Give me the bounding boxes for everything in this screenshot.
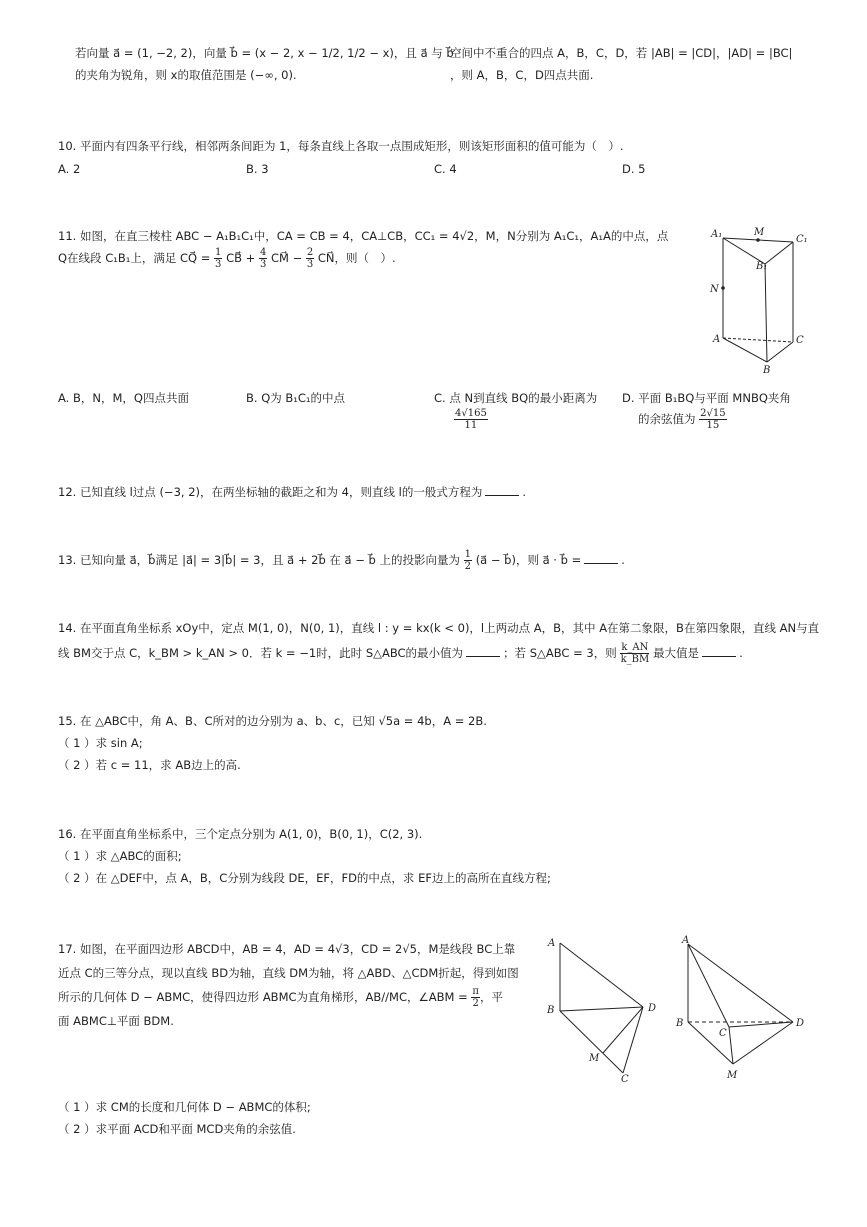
- question-15-part2: （ 2 ）若 c = 11，求 AB边上的高.: [58, 758, 241, 772]
- label-n: N: [710, 284, 719, 295]
- question-11-line1: 11. 如图，在直三棱柱 ABC − A₁B₁C₁中，CA = CB = 4，CA⊥CB，CC₁ = 4√2，M，N分别为 A₁C₁，A₁A的中点，点: [58, 229, 669, 243]
- question-10-option-d: D. 5: [622, 162, 646, 176]
- question-11-line2-post: CN⃗，则（ ）.: [317, 251, 396, 265]
- question-14-line2-post: 最大值是: [653, 646, 700, 660]
- question-12-end: .: [522, 485, 526, 499]
- label-b: B: [676, 1018, 684, 1029]
- question-17-part1: （ 1 ）求 CM的长度和几何体 D − ABMC的体积;: [58, 1100, 311, 1114]
- prev-statement-coplanar: [450, 45, 792, 83]
- answer-blank: [466, 656, 500, 657]
- question-14-line1: 14. 在平面直角坐标系 xOy中，定点 M(1, 0)，N(0, 1)，直线 l : y = kx(k < 0)，l上两动点 A，B，其中 A在第二象限，B在第四象限，直线 AN与直: [58, 621, 820, 635]
- fraction-pi-over-2: $\frac{\pi}{2}$: [472, 986, 479, 1009]
- label-c: C: [719, 1028, 727, 1039]
- edge-ab: [723, 338, 767, 362]
- label-c: C: [796, 335, 804, 346]
- edge-cm: [729, 1027, 733, 1064]
- label-m: M: [589, 1053, 600, 1064]
- question-11-option-c: [434, 390, 597, 431]
- question-11-line2: [58, 246, 396, 270]
- prev-statement-vector-line1: 若向量 a⃗ = (1, −2, 2)，向量 b⃗ = (x − 2, x − 1/2, 1/2 − x)，且 a⃗ 与 b⃗: [75, 46, 454, 60]
- edge-md: [733, 1022, 793, 1064]
- question-13: [58, 548, 625, 572]
- question-16-part2: （ 2 ）在 △DEF中，点 A，B，C分别为线段 DE，EF，FD的中点，求 EF边上的高所在直线方程;: [58, 871, 551, 885]
- question-17-line3-post: ，平: [480, 990, 503, 1004]
- answer-blank: [702, 656, 736, 657]
- prism-figure: [705, 224, 815, 376]
- question-11-option-b: B. Q为 B₁C₁的中点: [246, 391, 346, 405]
- answer-blank: [584, 563, 618, 564]
- label-c1: C₁: [796, 234, 808, 245]
- question-10-option-b: B. 3: [246, 162, 269, 176]
- edge-b1c1: [765, 242, 793, 264]
- label-b: B: [547, 1005, 555, 1016]
- question-17-line3-text: 所示的几何体 D − ABMC，使得四边形 ABMC为直角梯形，AB//MC，∠ABM =: [58, 990, 468, 1004]
- question-16: [58, 826, 551, 886]
- point-n: [721, 286, 725, 290]
- question-11-line2-mid2: CM⃗ −: [270, 251, 303, 265]
- prev-statement-vector-line2: 的夹角为锐角，则 x的取值范围是 (−∞, 0).: [75, 68, 297, 82]
- answer-blank: [485, 495, 519, 496]
- question-14-line2: [58, 640, 743, 666]
- question-14-line2-mid: ；若 S△ABC = 3，则: [503, 646, 617, 660]
- question-16-stem: 16. 在平面直角坐标系中，三个定点分别为 A(1, 0)，B(0, 1)，C(2, 3).: [58, 827, 423, 841]
- question-17-line2: 近点 C的三等分点，现以直线 BD为轴，直线 DM为轴，将 △ABD、△CDM折起，得到如图: [58, 966, 519, 980]
- option-d-fraction: $\frac{2√15}{15}$: [700, 408, 726, 431]
- fraction-one-half: $\frac{1}{2}$: [464, 549, 472, 572]
- question-15: [58, 713, 487, 773]
- prev-statement-coplanar-line2: ，则 A，B，C，D四点共面.: [450, 68, 594, 82]
- label-a1: A₁: [711, 229, 723, 240]
- edge-cd: [729, 1022, 793, 1027]
- edge-ad: [560, 943, 643, 1007]
- label-c: C: [621, 1074, 629, 1085]
- question-13-pre: 13. 已知向量 a⃗，b⃗满足 |a⃗| = 3|b⃗| = 3，且 a⃗ + 2b⃗ 在 a⃗ − b⃗ 上的投影向量为: [58, 553, 460, 567]
- question-17-stem: [58, 937, 519, 1033]
- question-11-option-d: [622, 390, 791, 431]
- question-14-end: .: [739, 646, 743, 660]
- label-d: D: [796, 1018, 805, 1029]
- point-m: [756, 238, 760, 242]
- question-17-line1: 17. 如图，在平面四边形 ABCD中，AB = 4，AD = 4√3，CD = 2√5，M是线段 BC上靠: [58, 942, 516, 956]
- label-b1: B₁: [756, 261, 768, 272]
- question-11-option-d-text2: 的余弦值为: [638, 412, 696, 426]
- edge-b1b: [765, 264, 767, 362]
- edge-ac: [688, 944, 729, 1027]
- edge-bd: [560, 1007, 643, 1011]
- question-15-stem: 15. 在 △ABC中，角 A、B、C所对的边分别为 a、b、c，已知 √5a = 4b，A = 2B.: [58, 714, 487, 728]
- label-a: A: [713, 334, 721, 345]
- fraction-two-thirds: $\frac{2}{3}$: [306, 247, 314, 270]
- question-11-option-c-text: C. 点 N到直线 BQ的最小距离为: [434, 391, 598, 405]
- label-m: M: [727, 1070, 738, 1081]
- option-c-fraction: $\frac{4√165}{11}$: [455, 408, 487, 431]
- question-10-option-c: C. 4: [434, 162, 457, 176]
- edge-bc: [767, 342, 793, 362]
- question-13-end: .: [621, 553, 625, 567]
- edge-ac-hidden: [723, 338, 793, 342]
- question-12: [58, 484, 526, 500]
- edge-dm: [603, 1007, 643, 1053]
- question-10-stem: 10. 平面内有四条平行线，相邻两条间距为 1，每条直线上各取一点围成矩形，则该矩形面积的值可能为（ ）.: [58, 139, 624, 153]
- question-12-text: 12. 已知直线 l过点 (−3, 2)，在两坐标轴的截距之和为 4，则直线 l的一般式方程为: [58, 485, 483, 499]
- fraction-four-thirds: $\frac{4}{3}$: [259, 247, 267, 270]
- question-17-part2: （ 2 ）求平面 ACD和平面 MCD夹角的余弦值.: [58, 1122, 296, 1136]
- question-11-line2-pre: Q在线段 C₁B₁上，满足 CQ⃗ =: [58, 251, 211, 265]
- prev-statement-coplanar-line1: 空间中不重合的四点 A，B，C，D，若 |AB| = |CD|，|AD| = |BC|: [450, 46, 793, 60]
- label-a: A: [682, 935, 690, 946]
- prev-statement-vector: [75, 45, 454, 83]
- label-m: M: [754, 227, 765, 238]
- question-11-option-d-text1: D. 平面 B₁BQ与平面 MNBQ夹角: [622, 391, 791, 405]
- label-a: A: [548, 938, 556, 949]
- fraction-one-third-a: $\frac{1}{3}$: [215, 247, 222, 270]
- fraction-kan-kbm: $\frac{k\_AN}{k\_BM}$: [620, 642, 650, 665]
- question-14-line2-pre: 线 BM交于点 C，k_BM > k_AN > 0．若 k = −1时，此时 S△ABC的最小值为: [58, 646, 464, 660]
- question-17-line4: 面 ABMC⊥平面 BDM.: [58, 1014, 174, 1028]
- question-13-post: (a⃗ − b⃗)，则 a⃗ · b⃗ =: [475, 553, 582, 567]
- planar-quadrilateral-figure: [545, 935, 670, 1085]
- question-10-option-a: A. 2: [58, 162, 81, 176]
- folded-solid-figure: [675, 930, 815, 1085]
- edge-ad: [688, 944, 793, 1022]
- question-15-part1: （ 1 ）求 sin A;: [58, 736, 143, 750]
- label-d: D: [648, 1003, 657, 1014]
- question-11-line2-mid1: CB⃗ +: [226, 251, 256, 265]
- question-16-part1: （ 1 ）求 △ABC的面积;: [58, 849, 182, 863]
- label-b: B: [763, 365, 771, 376]
- edge-cd: [623, 1007, 643, 1073]
- question-17-line3: [58, 985, 519, 1009]
- question-11-option-a: A. B，N，M，Q四点共面: [58, 391, 189, 405]
- question-17-parts: [58, 1099, 311, 1137]
